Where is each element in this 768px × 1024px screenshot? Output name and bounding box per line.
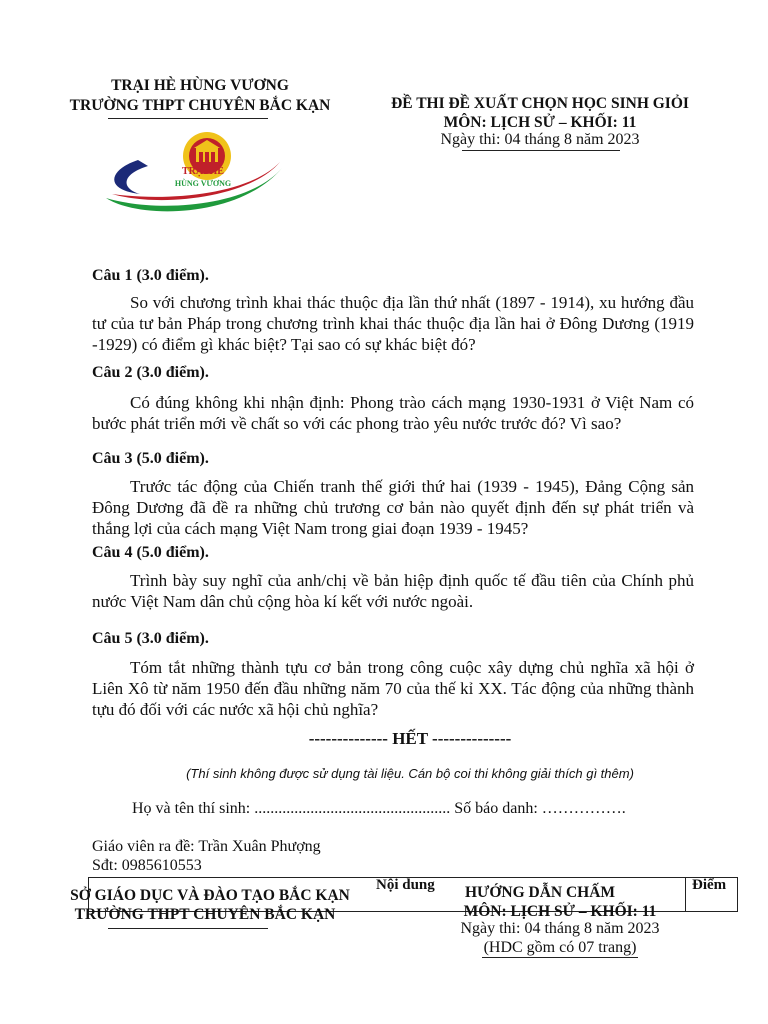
candidate-info-line: Họ và tên thí sinh: ................................................. Số báo danh: …………….	[132, 800, 626, 817]
exam-date: Ngày thi: 04 tháng 8 năm 2023	[440, 131, 640, 148]
summer-camp-logo	[100, 128, 290, 218]
grading-guide-pages: (HDC gồm có 07 trang)	[483, 939, 637, 956]
question-4-text: Trình bày suy nghĩ của anh/chị về bản hiệp định quốc tế đầu tiên của Chính phủ nước Việt Nam dân chủ cộng hòa kí kết với nước ngoài.	[92, 571, 694, 611]
footer-school-underline	[108, 928, 268, 929]
question-4-title: Câu 4 (5.0 điểm).	[92, 544, 209, 561]
grading-guide-date: Ngày thi: 04 tháng 8 năm 2023	[460, 920, 660, 937]
footer-school-name: TRƯỜNG THPT CHUYÊN BẮC KẠN	[74, 906, 336, 923]
teacher-name: Giáo viên ra đề: Trần Xuân Phượng	[92, 838, 321, 855]
question-5-text: Tóm tắt những thành tựu cơ bản trong công cuộc xây dựng chủ nghĩa xã hội ở Liên Xô từ năm 1950 đến đầu những năm 70 của thế kỉ XX. Tác động của những thành tựu đó đối với các nước xã hội chủ nghĩa?	[92, 658, 694, 719]
organizer-name: TRẠI HÈ HÙNG VƯƠNG	[111, 77, 289, 94]
question-2-text: Có đúng không khi nhận định: Phong trào cách mạng 1930-1931 ở Việt Nam có bước phát triển mới về chất so với các phong trào yêu nước trước đó? Vì sao?	[92, 393, 694, 433]
school-name: TRƯỜNG THPT CHUYÊN BẮC KẠN	[69, 97, 331, 114]
date-underline	[462, 150, 620, 151]
question-3-title: Câu 3 (5.0 điểm).	[92, 450, 209, 467]
grading-guide-subject: MÔN: LỊCH SỬ – KHỐI: 11	[463, 903, 657, 920]
question-3-text: Trước tác động của Chiến tranh thế giới thứ hai (1939 - 1945), Đảng Cộng sản Đông Dương đã đề ra những chủ trương cơ bản nào quyết định đến sự phát triển và thắng lợi của cách mạng Việt Nam trong giai đoạn 1939 - 1945?	[92, 477, 694, 538]
pages-underline	[482, 957, 638, 958]
content-column-header: Nội dung	[376, 877, 435, 893]
logo-blue-swoosh	[114, 160, 148, 194]
teacher-phone: Sđt: 0985610553	[92, 857, 202, 874]
score-column-header: Điểm	[692, 877, 727, 893]
question-1-text: So với chương trình khai thác thuộc địa lần thứ nhất (1897 - 1914), xu hướng đầu tư của tư bản Pháp trong chương trình khai thác thuộc địa lần hai ở Đông Dương (1919 -1929) có điểm gì khác biệt? Tại sao có sự khác biệt đó?	[92, 293, 694, 354]
exam-note: (Thí sinh không được sử dụng tài liệu. Cán bộ coi thi không giải thích gì thêm)	[186, 766, 634, 781]
end-marker: -------------- HẾT --------------	[308, 729, 512, 748]
question-1-title: Câu 1 (3.0 điểm).	[92, 267, 209, 284]
logo-text-2: HÙNG VƯƠNG	[174, 179, 232, 188]
department-name: SỞ GIÁO DỤC VÀ ĐÀO TẠO BẮC KẠN	[70, 887, 350, 904]
exam-subject: MÔN: LỊCH SỬ – KHỐI: 11	[443, 114, 637, 131]
question-5-title: Câu 5 (3.0 điểm).	[92, 630, 209, 647]
exam-title: ĐỀ THI ĐỀ XUẤT CHỌN HỌC SINH GIỎI	[391, 95, 689, 112]
grading-guide-title: HƯỚNG DẪN CHẤM	[464, 884, 616, 901]
school-underline	[108, 118, 268, 119]
question-2-title: Câu 2 (3.0 điểm).	[92, 364, 209, 381]
logo-text-1: TRẠI HÈ	[182, 166, 224, 177]
